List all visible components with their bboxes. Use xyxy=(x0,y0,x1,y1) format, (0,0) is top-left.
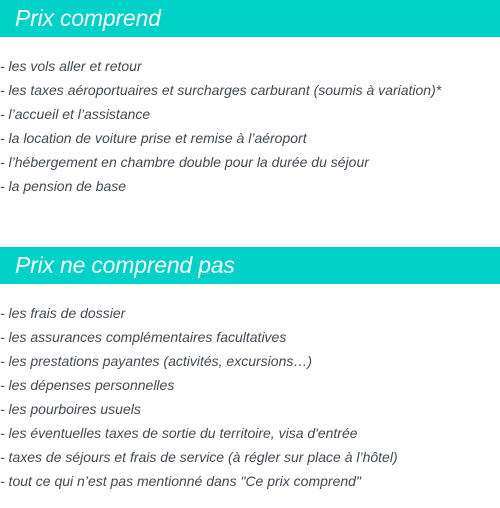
price-includes-header xyxy=(0,0,500,37)
price-excludes-list xyxy=(0,301,500,493)
price-excludes-title: Prix ne comprend pas xyxy=(15,252,235,278)
list-item: - les vols aller et retour xyxy=(0,58,142,74)
list-item: - la pension de base xyxy=(0,178,127,194)
list-item: - l’hébergement en chambre double pour la durée du séjour xyxy=(0,154,369,170)
list-item: - tout ce qui n’est pas mentionné dans "Ce prix comprend" xyxy=(0,473,361,489)
list-item: - les prestations payantes (activités, excursions…) xyxy=(0,353,313,369)
list-item: - les taxes aéroportuaires et surcharges carburant (soumis à variation)* xyxy=(0,82,442,98)
price-includes-title: Prix comprend xyxy=(15,5,161,31)
list-item: - taxes de séjours et frais de service (à régler sur place à l’hôtel) xyxy=(0,449,398,465)
list-item: - les pourboires usuels xyxy=(0,401,141,417)
price-includes-section xyxy=(0,0,500,198)
price-includes-list xyxy=(0,54,500,198)
list-item: - les éventuelles taxes de sortie du territoire, visa d'entrée xyxy=(0,425,358,441)
price-excludes-header xyxy=(0,247,500,284)
list-item: - l’accueil et l’assistance xyxy=(0,106,151,122)
list-item: - les frais de dossier xyxy=(0,305,126,321)
list-item: - la location de voiture prise et remise à l’aéroport xyxy=(0,130,307,146)
list-item: - les dépenses personnelles xyxy=(0,377,175,393)
list-item: - les assurances complémentaires facultatives xyxy=(0,329,287,345)
price-excludes-section xyxy=(0,247,500,493)
